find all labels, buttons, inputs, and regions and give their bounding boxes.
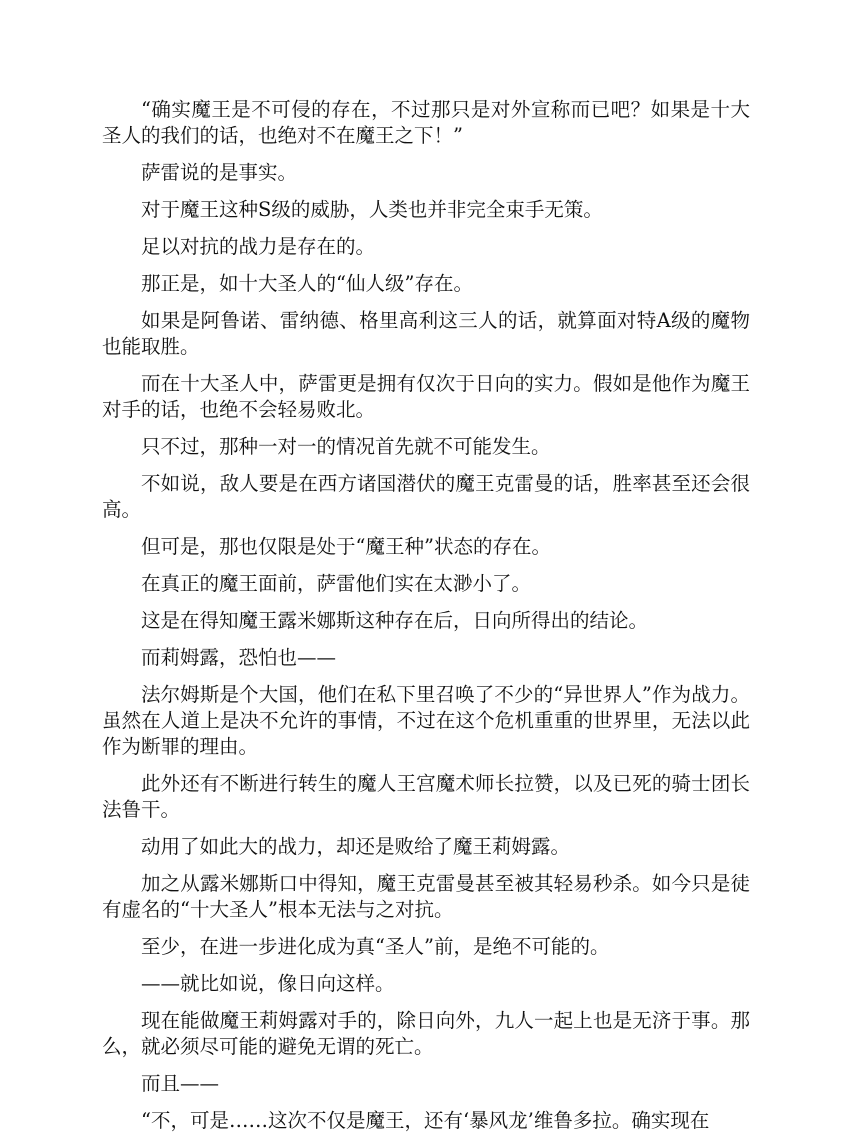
paragraph: 而且——	[141, 1072, 220, 1095]
paragraph: 那正是，如十大圣人的“仙人级”存在。	[141, 272, 473, 295]
paragraph: 而莉姆露，恐怕也——	[141, 646, 337, 669]
paragraph: “不，可是……这次不仅是魔王，还有‘暴风龙’维鲁多拉。确实现在	[141, 1109, 710, 1132]
paragraph: 加之从露米娜斯口中得知，魔王克雷曼甚至被其轻易秒杀。如今只是徒有虚名的“十大圣人”根本无法与之对抗。	[102, 872, 750, 921]
paragraph: ——就比如说，像日向这样。	[141, 972, 395, 995]
paragraph: 如果是阿鲁诺、雷纳德、格里高利这三人的话，就算面对特A级的魔物也能取胜。	[102, 309, 750, 358]
paragraph: 足以对抗的战力是存在的。	[141, 235, 376, 258]
document-page	[102, 97, 750, 1145]
paragraph: 但可是，那也仅限是处于“魔王种”状态的存在。	[141, 535, 551, 558]
paragraph: 不如说，敌人要是在西方诸国潜伏的魔王克雷曼的话，胜率甚至还会很高。	[102, 472, 750, 521]
paragraph: 至少，在进一步进化成为真“圣人”前，是绝不可能的。	[141, 935, 610, 958]
paragraph: 现在能做魔王莉姆露对手的，除日向外，九人一起上也是无济于事。那么，就必须尽可能的避免无谓的死亡。	[102, 1009, 750, 1058]
paragraph: 动用了如此大的战力，却还是败给了魔王莉姆露。	[141, 835, 571, 858]
paragraph: 这是在得知魔王露米娜斯这种存在后，日向所得出的结论。	[141, 609, 649, 632]
paragraph: “确实魔王是不可侵的存在，不过那只是对外宣称而已吧？如果是十大圣人的我们的话，也绝对不在魔王之下！”	[102, 98, 750, 147]
paragraph: 只不过，那种一对一的情况首先就不可能发生。	[141, 435, 551, 458]
paragraph: 萨雷说的是事实。	[141, 161, 298, 184]
paragraph: 在真正的魔王面前，萨雷他们实在太渺小了。	[141, 572, 532, 595]
paragraph: 此外还有不断进行转生的魔人王宫魔术师长拉赞，以及已死的骑士团长法鲁干。	[102, 772, 750, 821]
paragraph: 法尔姆斯是个大国，他们在私下里召唤了不少的“异世界人”作为战力。虽然在人道上是决不允许的事情，不过在这个危机重重的世界里，无法以此作为断罪的理由。	[102, 683, 750, 758]
paragraph: 而在十大圣人中，萨雷更是拥有仅次于日向的实力。假如是他作为魔王对手的话，也绝不会轻易败北。	[102, 372, 750, 421]
paragraph: 对于魔王这种S级的威胁，人类也并非完全束手无策。	[141, 198, 603, 221]
